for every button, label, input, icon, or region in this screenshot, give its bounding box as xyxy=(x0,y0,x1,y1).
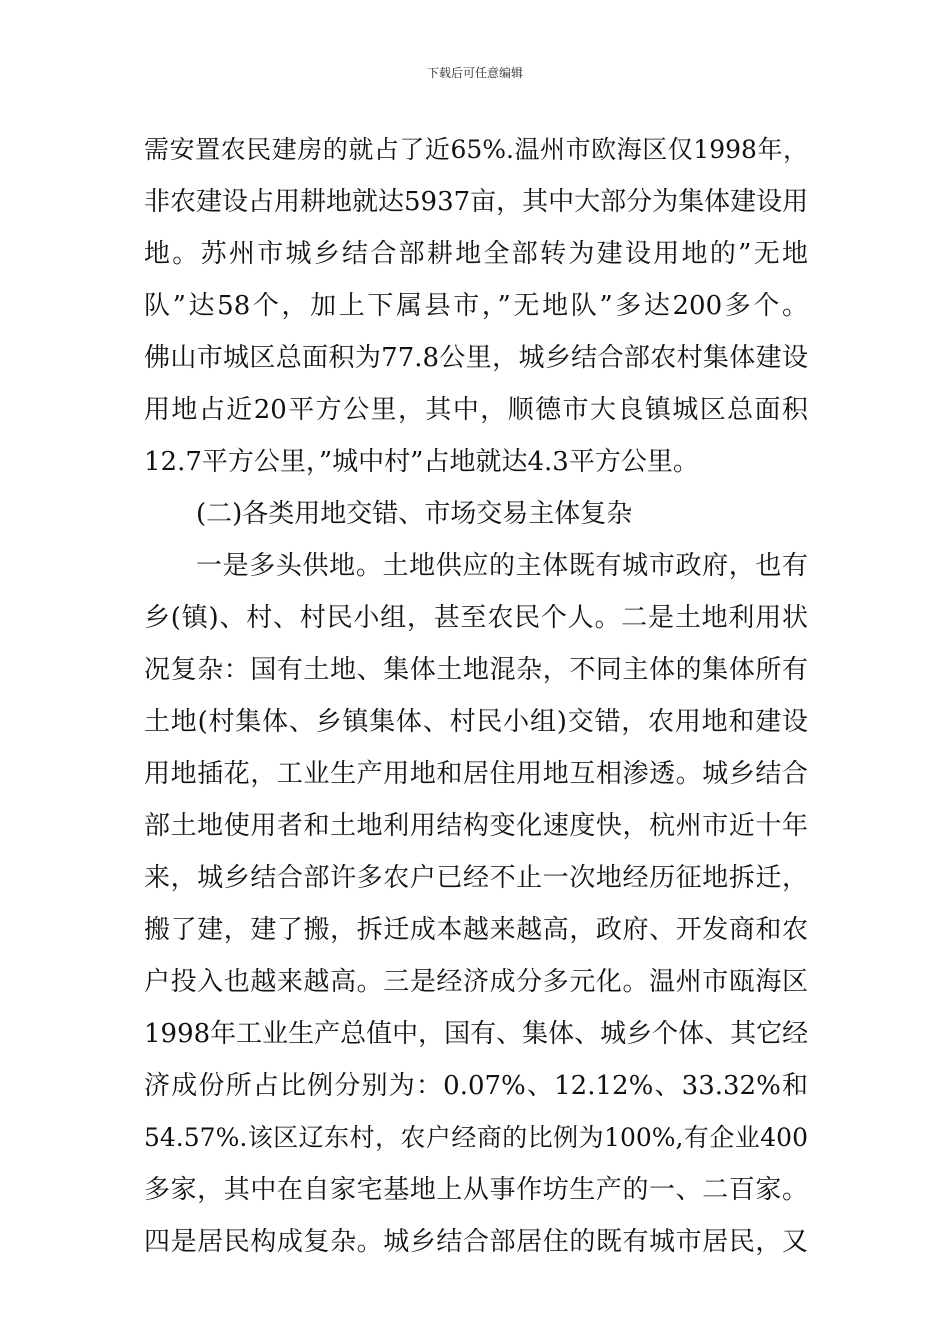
text-line: 用地占近20平方公里，其中，顺德市大良镇城区总面积 xyxy=(144,395,808,425)
body-text xyxy=(144,124,808,1268)
text-line: 队”达58个，加上下属县市，”无地队”多达200多个。 xyxy=(144,291,808,321)
text-line: 地。苏州市城乡结合部耕地全部转为建设用地的”无地 xyxy=(144,239,808,269)
text-line: 需安置农民建房的就占了近65%.温州市欧海区仅1998年， xyxy=(144,135,808,164)
text-line: 搬了建，建了搬，拆迁成本越来越高，政府、开发商和农 xyxy=(144,915,808,945)
text-line: 来，城乡结合部许多农户已经不止一次地经历征地拆迁， xyxy=(144,863,808,893)
text-line: 况复杂：国有土地、集体土地混杂，不同主体的集体所有 xyxy=(144,655,808,685)
text-line: 多家，其中在自家宅基地上从事作坊生产的一、二百家。 xyxy=(144,1175,808,1205)
text-line: 12.7平方公里，”城中村”占地就达4.3平方公里。 xyxy=(144,447,699,477)
page-header: 下载后可任意编辑 xyxy=(426,66,523,80)
text-line: 一是多头供地。土地供应的主体既有城市政府，也有 xyxy=(196,551,808,581)
text-line: 乡(镇)、村、村民小组，甚至农民个人。二是土地利用状 xyxy=(144,603,808,633)
text-line: 部土地使用者和土地利用结构变化速度快，杭州市近十年 xyxy=(144,811,808,841)
text-line: 户投入也越来越高。三是经济成分多元化。温州市瓯海区 xyxy=(144,967,808,997)
text-line: 佛山市城区总面积为77.8公里，城乡结合部农村集体建设 xyxy=(144,343,808,373)
text-line: 54.57%.该区辽东村，农户经商的比例为100%,有企业400 xyxy=(144,1123,808,1152)
text-line: 非农建设占用耕地就达5937亩，其中大部分为集体建设用 xyxy=(144,187,809,217)
text-line: 土地(村集体、乡镇集体、村民小组)交错，农用地和建设 xyxy=(144,707,808,737)
text-line: 济成份所占比例分别为：0.07%、12.12%、33.32%和 xyxy=(144,1071,808,1101)
text-line: 1998年工业生产总值中，国有、集体、城乡个体、其它经 xyxy=(144,1019,809,1049)
section-heading: (二)各类用地交错、市场交易主体复杂 xyxy=(196,499,633,529)
text-line: 用地插花，工业生产用地和居住用地互相渗透。城乡结合 xyxy=(144,759,808,789)
text-line: 四是居民构成复杂。城乡结合部居住的既有城市居民，又 xyxy=(144,1227,808,1257)
